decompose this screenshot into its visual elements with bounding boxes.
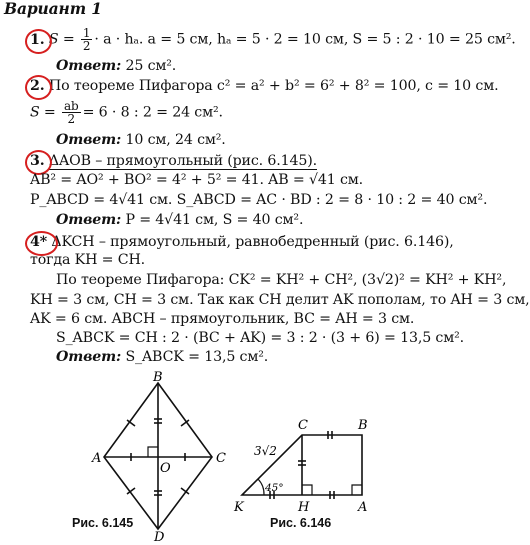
label-o: O <box>160 461 171 476</box>
label-b: B <box>358 418 368 433</box>
problem-2-fraction: $\frac{ab}{2}$ <box>64 99 79 126</box>
problem-4-line-1: 4* ΔKCH – прямоугольный, равнобедренный (рис. 6.146), <box>30 234 454 250</box>
caption-fig-6-146: Рис. 6.146 <box>270 516 332 530</box>
problem-4-line-4: KH = 3 см, CH = 3 см. Так как CH делит AK пополам, то AH = 3 см, <box>30 292 530 308</box>
problem-4-line-5: AK = 6 см. ABCH – прямоугольник, BC = AH = 3 см. <box>30 311 415 327</box>
problem-3-number: 3. <box>30 153 45 169</box>
caption-fig-6-145: Рис. 6.145 <box>72 516 134 530</box>
label-a: A <box>358 500 368 515</box>
label-h: H <box>298 500 310 515</box>
problem-3-line-3: P_ABCD = 4√41 см. S_ABCD = AC · BD : 2 = 8 · 10 : 2 = 40 см². <box>30 192 488 208</box>
problem-1-fraction: $\frac{1}{2}$ <box>82 26 91 53</box>
problem-2-line-2: S = $\frac{ab}{2}$ = 6 · 8 : 2 = 24 см². <box>30 99 223 126</box>
problem-1-number: 1. <box>30 31 45 48</box>
problem-2-answer: Ответ: 10 см, 24 см². <box>56 132 226 148</box>
trapezoid-figure <box>232 415 372 515</box>
problem-2-line-1: 2. По теореме Пифагора c² = a² + b² = 6² + 8² = 100, c = 10 см. <box>30 78 499 94</box>
angle-arc <box>258 479 264 495</box>
problem-4-line-3: По теореме Пифагора: CK² = KH² + CH², (3√2)² = KH² + KH², <box>56 272 507 288</box>
rhombus-figure <box>92 370 232 545</box>
label-c: C <box>216 451 226 466</box>
label-d: D <box>154 530 165 545</box>
problem-2-number: 2. <box>30 78 45 94</box>
label-a: A <box>92 451 102 466</box>
problem-1-text: · a · hₐ. a = 5 см, hₐ = 5 · 2 = 10 см, S = 5 : 2 · 10 = 25 см². <box>94 31 516 48</box>
label-b: B <box>153 370 163 385</box>
problem-1-answer: Ответ: 25 см². <box>56 58 177 74</box>
label-c: C <box>298 418 308 433</box>
problem-3-line-2: AB² = AO² + BO² = 4² + 5² = 41. AB = √41 см. <box>30 172 364 188</box>
right-angle-mark <box>148 447 158 457</box>
problem-4-answer: Ответ: S_ABCK = 13,5 см². <box>56 349 269 365</box>
problem-3-line-1: 3. ΔAOB – прямоугольный (рис. 6.145). <box>30 153 317 169</box>
problem-3-answer: Ответ: P = 4√41 см, S = 40 см². <box>56 212 304 228</box>
label-k: K <box>234 500 244 515</box>
problem-1-s: S = <box>48 31 79 48</box>
problem-4-number: 4* <box>30 234 47 250</box>
side-label-ck: 3√2 <box>254 444 277 458</box>
problem-1-line-1 <box>30 27 516 52</box>
variant-title: Вариант 1 <box>4 0 102 18</box>
problem-4-line-2: тогда KH = CH. <box>30 252 146 268</box>
angle-label: 45° <box>265 482 284 494</box>
problem-4-line-6: S_ABCK = CH : 2 · (BC + AK) = 3 : 2 · (3 + 6) = 13,5 см². <box>56 330 465 346</box>
